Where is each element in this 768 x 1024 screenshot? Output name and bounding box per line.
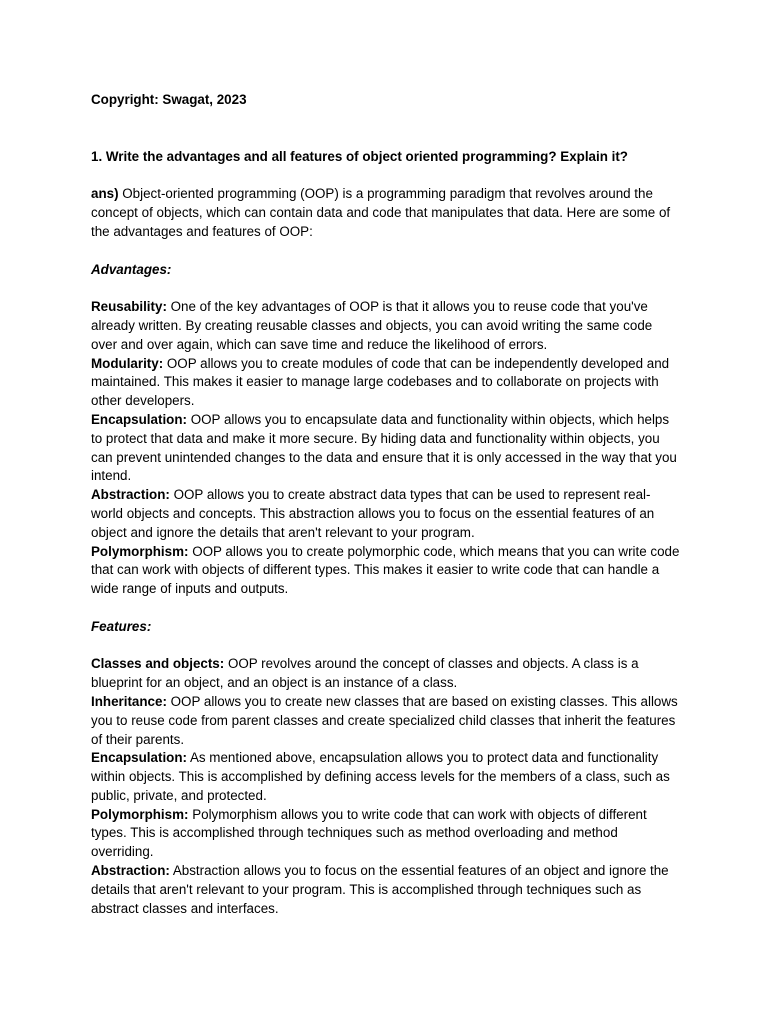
feature-item — [91, 749, 681, 805]
document-page — [91, 91, 681, 918]
answer-label: ans) — [91, 186, 119, 202]
feature-item — [91, 862, 681, 918]
advantage-term: Modularity: — [91, 355, 164, 371]
advantage-item — [91, 486, 681, 542]
answer-intro — [91, 185, 681, 241]
feature-term: Classes and objects: — [91, 656, 225, 672]
feature-text: OOP revolves around the concept of classes and objects. A class is a blueprint for an object, and an object is an instance of a class. — [91, 656, 639, 691]
feature-text: As mentioned above, encapsulation allows you to protect data and functionality within objects. This is accomplished by defining access levels for the members of a class, such as public, private, and protected. — [91, 750, 670, 803]
feature-item — [91, 806, 681, 862]
advantage-text: OOP allows you to create polymorphic code, which means that you can write code that can work with objects of different types. This makes it easier to write code that can handle a wide range of inputs and outputs. — [91, 543, 680, 597]
advantage-text: OOP allows you to create modules of code that can be independently developed and maintained. This makes it easier to manage large codebases and to collaborate on projects with other developers. — [91, 355, 670, 409]
advantage-term: Abstraction: — [91, 487, 170, 503]
advantage-term: Reusability: — [91, 299, 167, 315]
advantage-text: OOP allows you to encapsulate data and functionality within objects, which helps to protect that data and make it more secure. By hiding data and functionality within objects, you can prevent unintended changes to the data and ensure that it is only accessed in the way that you intend. — [91, 411, 677, 484]
advantage-text: OOP allows you to create abstract data types that can be used to represent real-world objects and concepts. This abstraction allows you to focus on the essential features of an object and ignore the details that aren't relevant to your program. — [91, 487, 655, 540]
question-heading: 1. Write the advantages and all features of object oriented programming? Explain it? — [91, 148, 628, 164]
feature-term: Abstraction: — [91, 863, 170, 879]
advantage-term: Polymorphism: — [91, 543, 189, 559]
advantage-item — [91, 298, 681, 354]
feature-text: Abstraction allows you to focus on the essential features of an object and ignore the details that aren't relevant to your program. This is accomplished through techniques such as abstract classes and interfaces. — [91, 863, 669, 916]
advantage-term: Encapsulation: — [91, 411, 187, 427]
advantage-item — [91, 355, 681, 411]
features-list — [91, 655, 681, 918]
feature-text: OOP allows you to create new classes that are based on existing classes. This allows you to reuse code from parent classes and create specialized child classes that inherit the features of their parents. — [91, 693, 678, 747]
feature-term: Inheritance: — [91, 693, 167, 709]
feature-term: Polymorphism: — [91, 806, 189, 822]
answer-text: Object-oriented programming (OOP) is a programming paradigm that revolves around the concept of objects, which can contain data and code that manipulates that data. Here are some of the advantages and features of OOP: — [91, 186, 671, 239]
copyright-line: Copyright: Swagat, 2023 — [91, 92, 247, 107]
advantage-item — [91, 411, 681, 486]
feature-text: Polymorphism allows you to write code that can work with objects of different types. This is accomplished through techniques such as method overloading and method overriding. — [91, 806, 647, 860]
advantage-item — [91, 543, 681, 599]
advantages-list — [91, 298, 681, 599]
advantages-heading: Advantages: — [91, 261, 172, 277]
feature-item — [91, 655, 681, 693]
features-heading: Features: — [91, 618, 152, 634]
feature-item — [91, 693, 681, 749]
feature-term: Encapsulation: — [91, 750, 187, 766]
advantage-text: One of the key advantages of OOP is that it allows you to reuse code that you've already written. By creating reusable classes and objects, you can avoid writing the same code over and over again, which can save time and reduce the likelihood of errors. — [91, 299, 653, 352]
